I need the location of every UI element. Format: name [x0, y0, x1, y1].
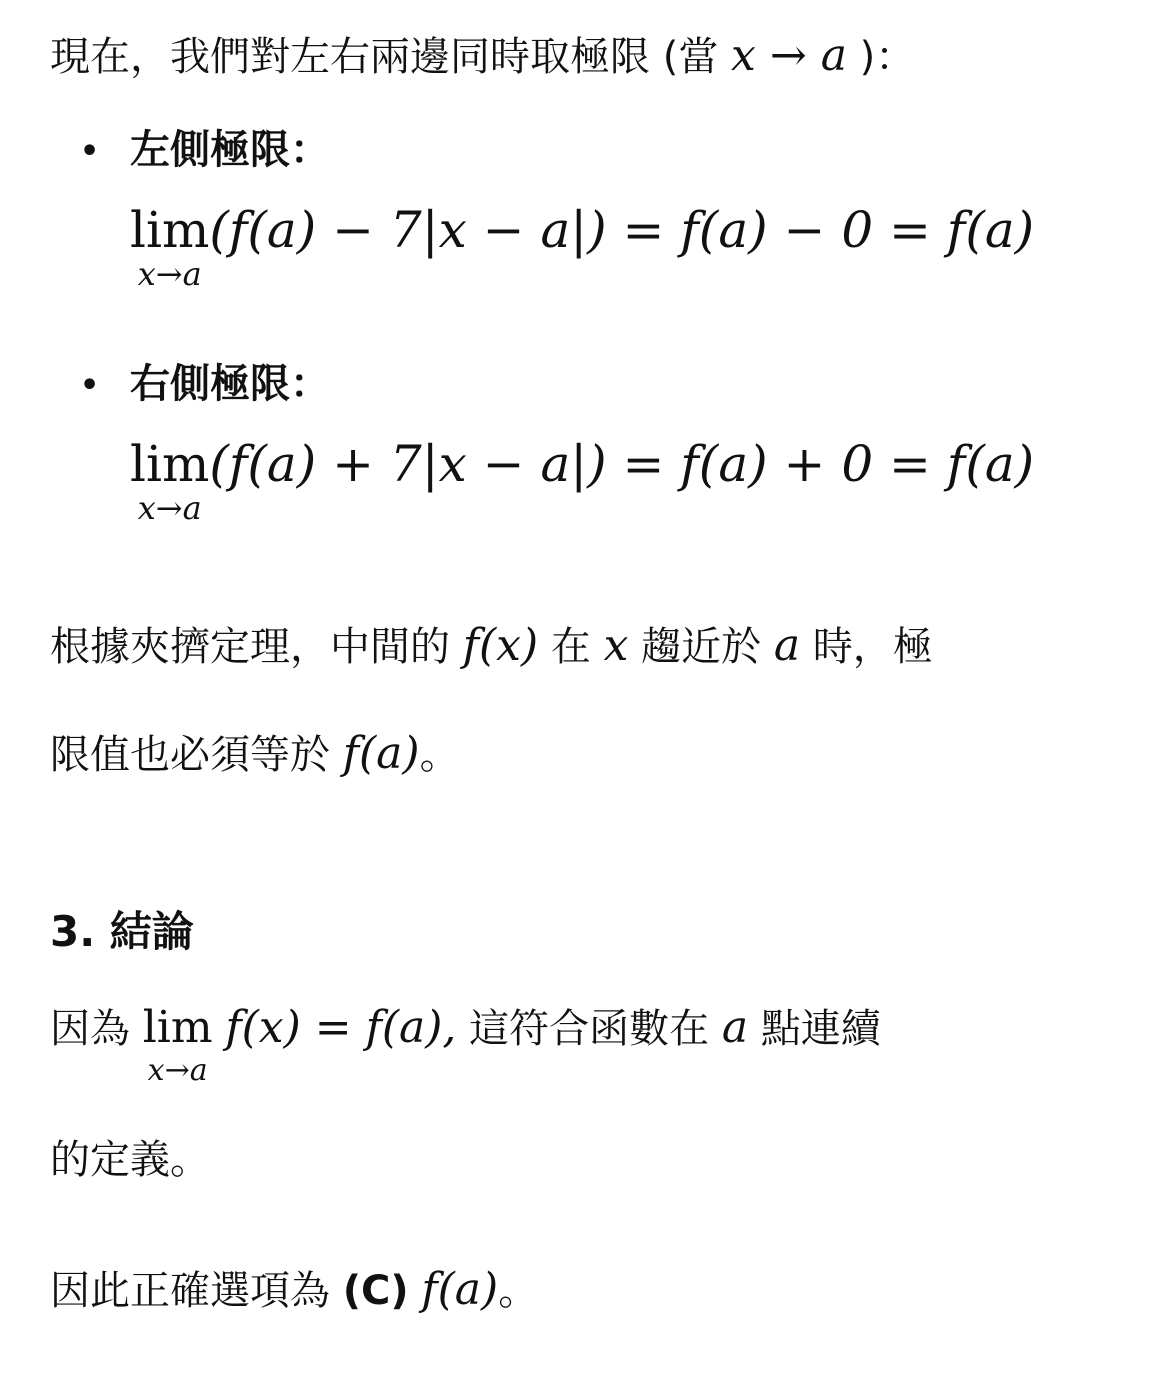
left-limit-operator: lim x→a — [130, 201, 210, 293]
intro-math: x → a — [731, 30, 847, 81]
right-limit-equation — [130, 434, 1034, 526]
answer-tail: 。 — [498, 1268, 539, 1314]
squeeze-math-a: a — [773, 620, 801, 671]
answer-line — [50, 1262, 538, 1319]
left-limit-equation — [130, 200, 1034, 292]
right-limit-label: 右側極限： — [130, 361, 330, 407]
intro-tail: )： — [859, 34, 916, 80]
right-limit-operator: lim x→a — [130, 435, 210, 527]
squeeze-line-1 — [50, 618, 933, 675]
left-limit-label: 左側極限： — [130, 127, 330, 173]
conclusion-line-1 — [50, 1000, 881, 1088]
answer-choice: (C) — [342, 1268, 409, 1314]
answer-math: f(a) — [421, 1264, 499, 1315]
squeeze-line2-math: f(a) — [342, 728, 420, 779]
right-limit-label-row — [80, 356, 330, 414]
section-heading: 3. 結論 — [50, 907, 194, 956]
intro-text: 現在，我們對左右兩邊同時取極限 (當 — [50, 34, 719, 80]
squeeze-line-2 — [50, 726, 460, 783]
bullet-dot-icon: • — [80, 134, 100, 169]
conclusion-math-a: a — [721, 1002, 749, 1053]
squeeze-text-3: 趨近於 — [641, 624, 762, 670]
left-limit-label-row — [80, 122, 330, 180]
left-limit-expression: (f(a) − 7|x − a|) = f(a) − 0 = f(a) — [209, 201, 1035, 259]
conclusion-text-3: 點連續 — [760, 1006, 881, 1052]
squeeze-line2-text: 限值也必須等於 — [50, 732, 330, 778]
bullet-dot-icon: • — [80, 368, 100, 403]
squeeze-line2-tail: 。 — [419, 732, 460, 778]
answer-text: 因此正確選項為 — [50, 1268, 330, 1314]
conclusion-text-1: 因為 — [50, 1006, 130, 1052]
squeeze-math-fx: f(x) — [462, 620, 539, 671]
squeeze-text-4: 時，極 — [812, 624, 933, 670]
intro-line — [50, 28, 915, 85]
squeeze-math-x: x — [603, 620, 629, 671]
squeeze-text-2: 在 — [550, 624, 591, 670]
conclusion-limit-operator: lim x→a — [142, 1002, 213, 1088]
squeeze-text-1: 根據夾擠定理，中間的 — [50, 624, 450, 670]
conclusion-math: f(x) = f(a), — [225, 1002, 457, 1053]
conclusion-text-2: 這符合函數在 — [469, 1006, 710, 1052]
conclusion-line-2: 的定義。 — [50, 1137, 210, 1183]
right-limit-expression: (f(a) + 7|x − a|) = f(a) + 0 = f(a) — [209, 435, 1035, 493]
